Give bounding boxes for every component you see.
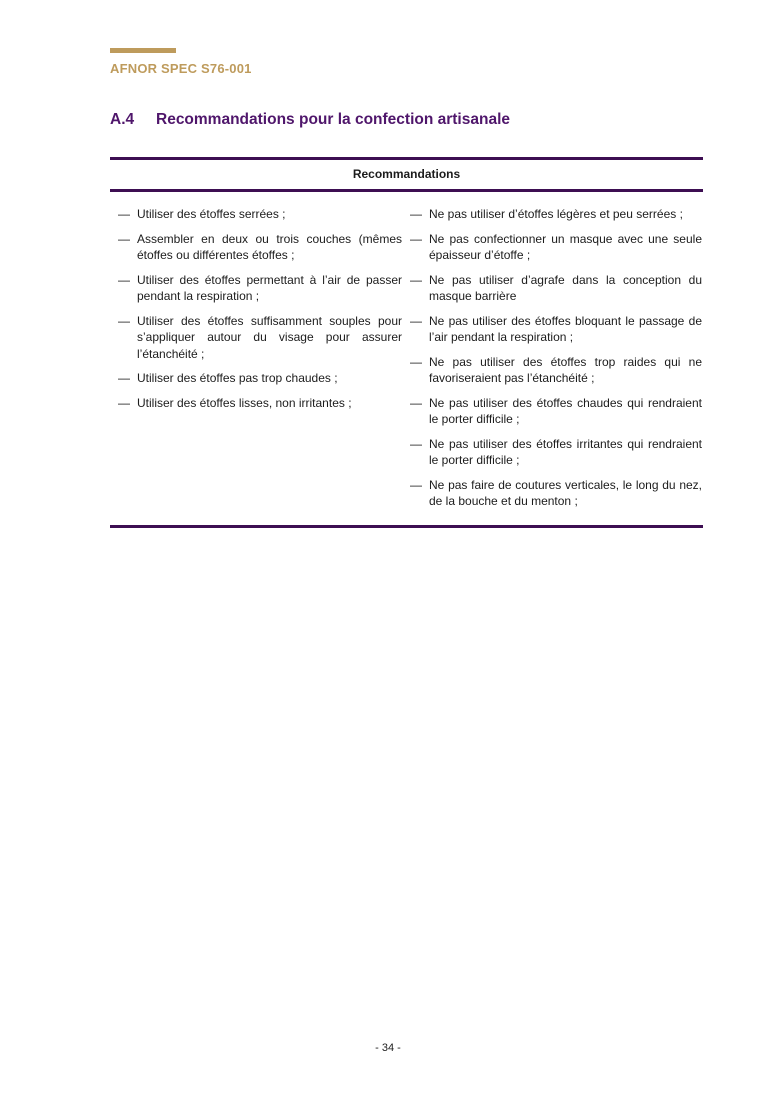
recommendation-text: Ne pas utiliser des étoffes irritantes qui rendraient le porter difficile ; bbox=[429, 436, 702, 467]
section-title: Recommandations pour la confection artisanale bbox=[156, 111, 510, 128]
recommendation-item bbox=[410, 206, 702, 223]
recommendation-item bbox=[118, 231, 402, 264]
recommendation-text: Ne pas utiliser des étoffes bloquant le passage de l’air pendant la respiration ; bbox=[429, 313, 702, 344]
dash-bullet: — bbox=[410, 395, 422, 410]
recommendation-text: Utiliser des étoffes pas trop chaudes ; bbox=[137, 371, 338, 385]
page-number: - 34 - bbox=[375, 1042, 401, 1054]
recommendation-item bbox=[118, 272, 402, 305]
dash-bullet: — bbox=[118, 371, 130, 385]
dash-bullet: — bbox=[118, 207, 130, 221]
recommendation-item bbox=[118, 313, 402, 363]
document-reference: AFNOR SPEC S76-001 bbox=[110, 61, 252, 76]
section-number: A.4 bbox=[110, 111, 135, 128]
recommendation-text: Utiliser des étoffes serrées ; bbox=[137, 207, 286, 221]
recommendation-text: Ne pas confectionner un masque avec une seule épaisseur d’étoffe ; bbox=[429, 231, 702, 262]
recommendations-table bbox=[110, 157, 703, 528]
recommendation-text: Ne pas utiliser d’agrafe dans la conception du masque barrière bbox=[429, 272, 702, 303]
dash-bullet: — bbox=[410, 313, 422, 328]
recommendation-text: Utiliser des étoffes suffisamment souples pour s’appliquer autour du visage pour assurer l’étanchéité ; bbox=[137, 313, 402, 361]
recommendation-text: Assembler en deux ou trois couches (mêmes étoffes ou différentes étoffes ; bbox=[137, 231, 402, 262]
recommendation-item bbox=[118, 370, 402, 387]
recommendation-item bbox=[410, 354, 702, 387]
table-body bbox=[110, 192, 703, 525]
dash-bullet: — bbox=[118, 272, 130, 287]
recommendation-item bbox=[410, 436, 702, 469]
recommendation-item bbox=[410, 477, 702, 510]
brand-header bbox=[110, 48, 252, 76]
recommendation-text: Utiliser des étoffes lisses, non irritantes ; bbox=[137, 395, 352, 410]
page-footer bbox=[0, 1042, 776, 1054]
section-heading bbox=[110, 111, 510, 129]
dash-bullet: — bbox=[118, 313, 130, 328]
recommendation-item bbox=[118, 206, 402, 223]
recommendation-text: Utiliser des étoffes permettant à l’air de passer pendant la respiration ; bbox=[137, 272, 402, 303]
dash-bullet: — bbox=[410, 272, 422, 287]
dash-bullet: — bbox=[410, 207, 422, 221]
recommendations-right-column bbox=[410, 206, 702, 518]
recommendations-left-column bbox=[118, 206, 402, 419]
recommendation-item bbox=[410, 313, 702, 346]
dash-bullet: — bbox=[118, 395, 130, 410]
dash-bullet: — bbox=[410, 436, 422, 451]
recommendation-text: Ne pas utiliser d’étoffes légères et peu serrées ; bbox=[429, 207, 683, 221]
dash-bullet: — bbox=[410, 231, 422, 246]
dash-bullet: — bbox=[118, 231, 130, 246]
dash-bullet: — bbox=[410, 354, 422, 369]
recommendation-text: Ne pas faire de coutures verticales, le long du nez, de la bouche et du menton ; bbox=[429, 477, 702, 508]
recommendation-text: Ne pas utiliser des étoffes trop raides qui ne favoriseraient pas l’étanchéité ; bbox=[429, 354, 702, 385]
dash-bullet: — bbox=[410, 477, 422, 492]
recommendation-item bbox=[410, 272, 702, 305]
brand-accent-bar bbox=[110, 48, 176, 53]
recommendation-item bbox=[410, 231, 702, 264]
recommendation-item bbox=[410, 395, 702, 428]
recommendation-text: Ne pas utiliser des étoffes chaudes qui rendraient le porter difficile ; bbox=[429, 395, 702, 426]
recommendation-item bbox=[118, 395, 402, 412]
table-bottom-rule bbox=[110, 525, 703, 528]
table-header-label: Recommandations bbox=[352, 167, 461, 181]
